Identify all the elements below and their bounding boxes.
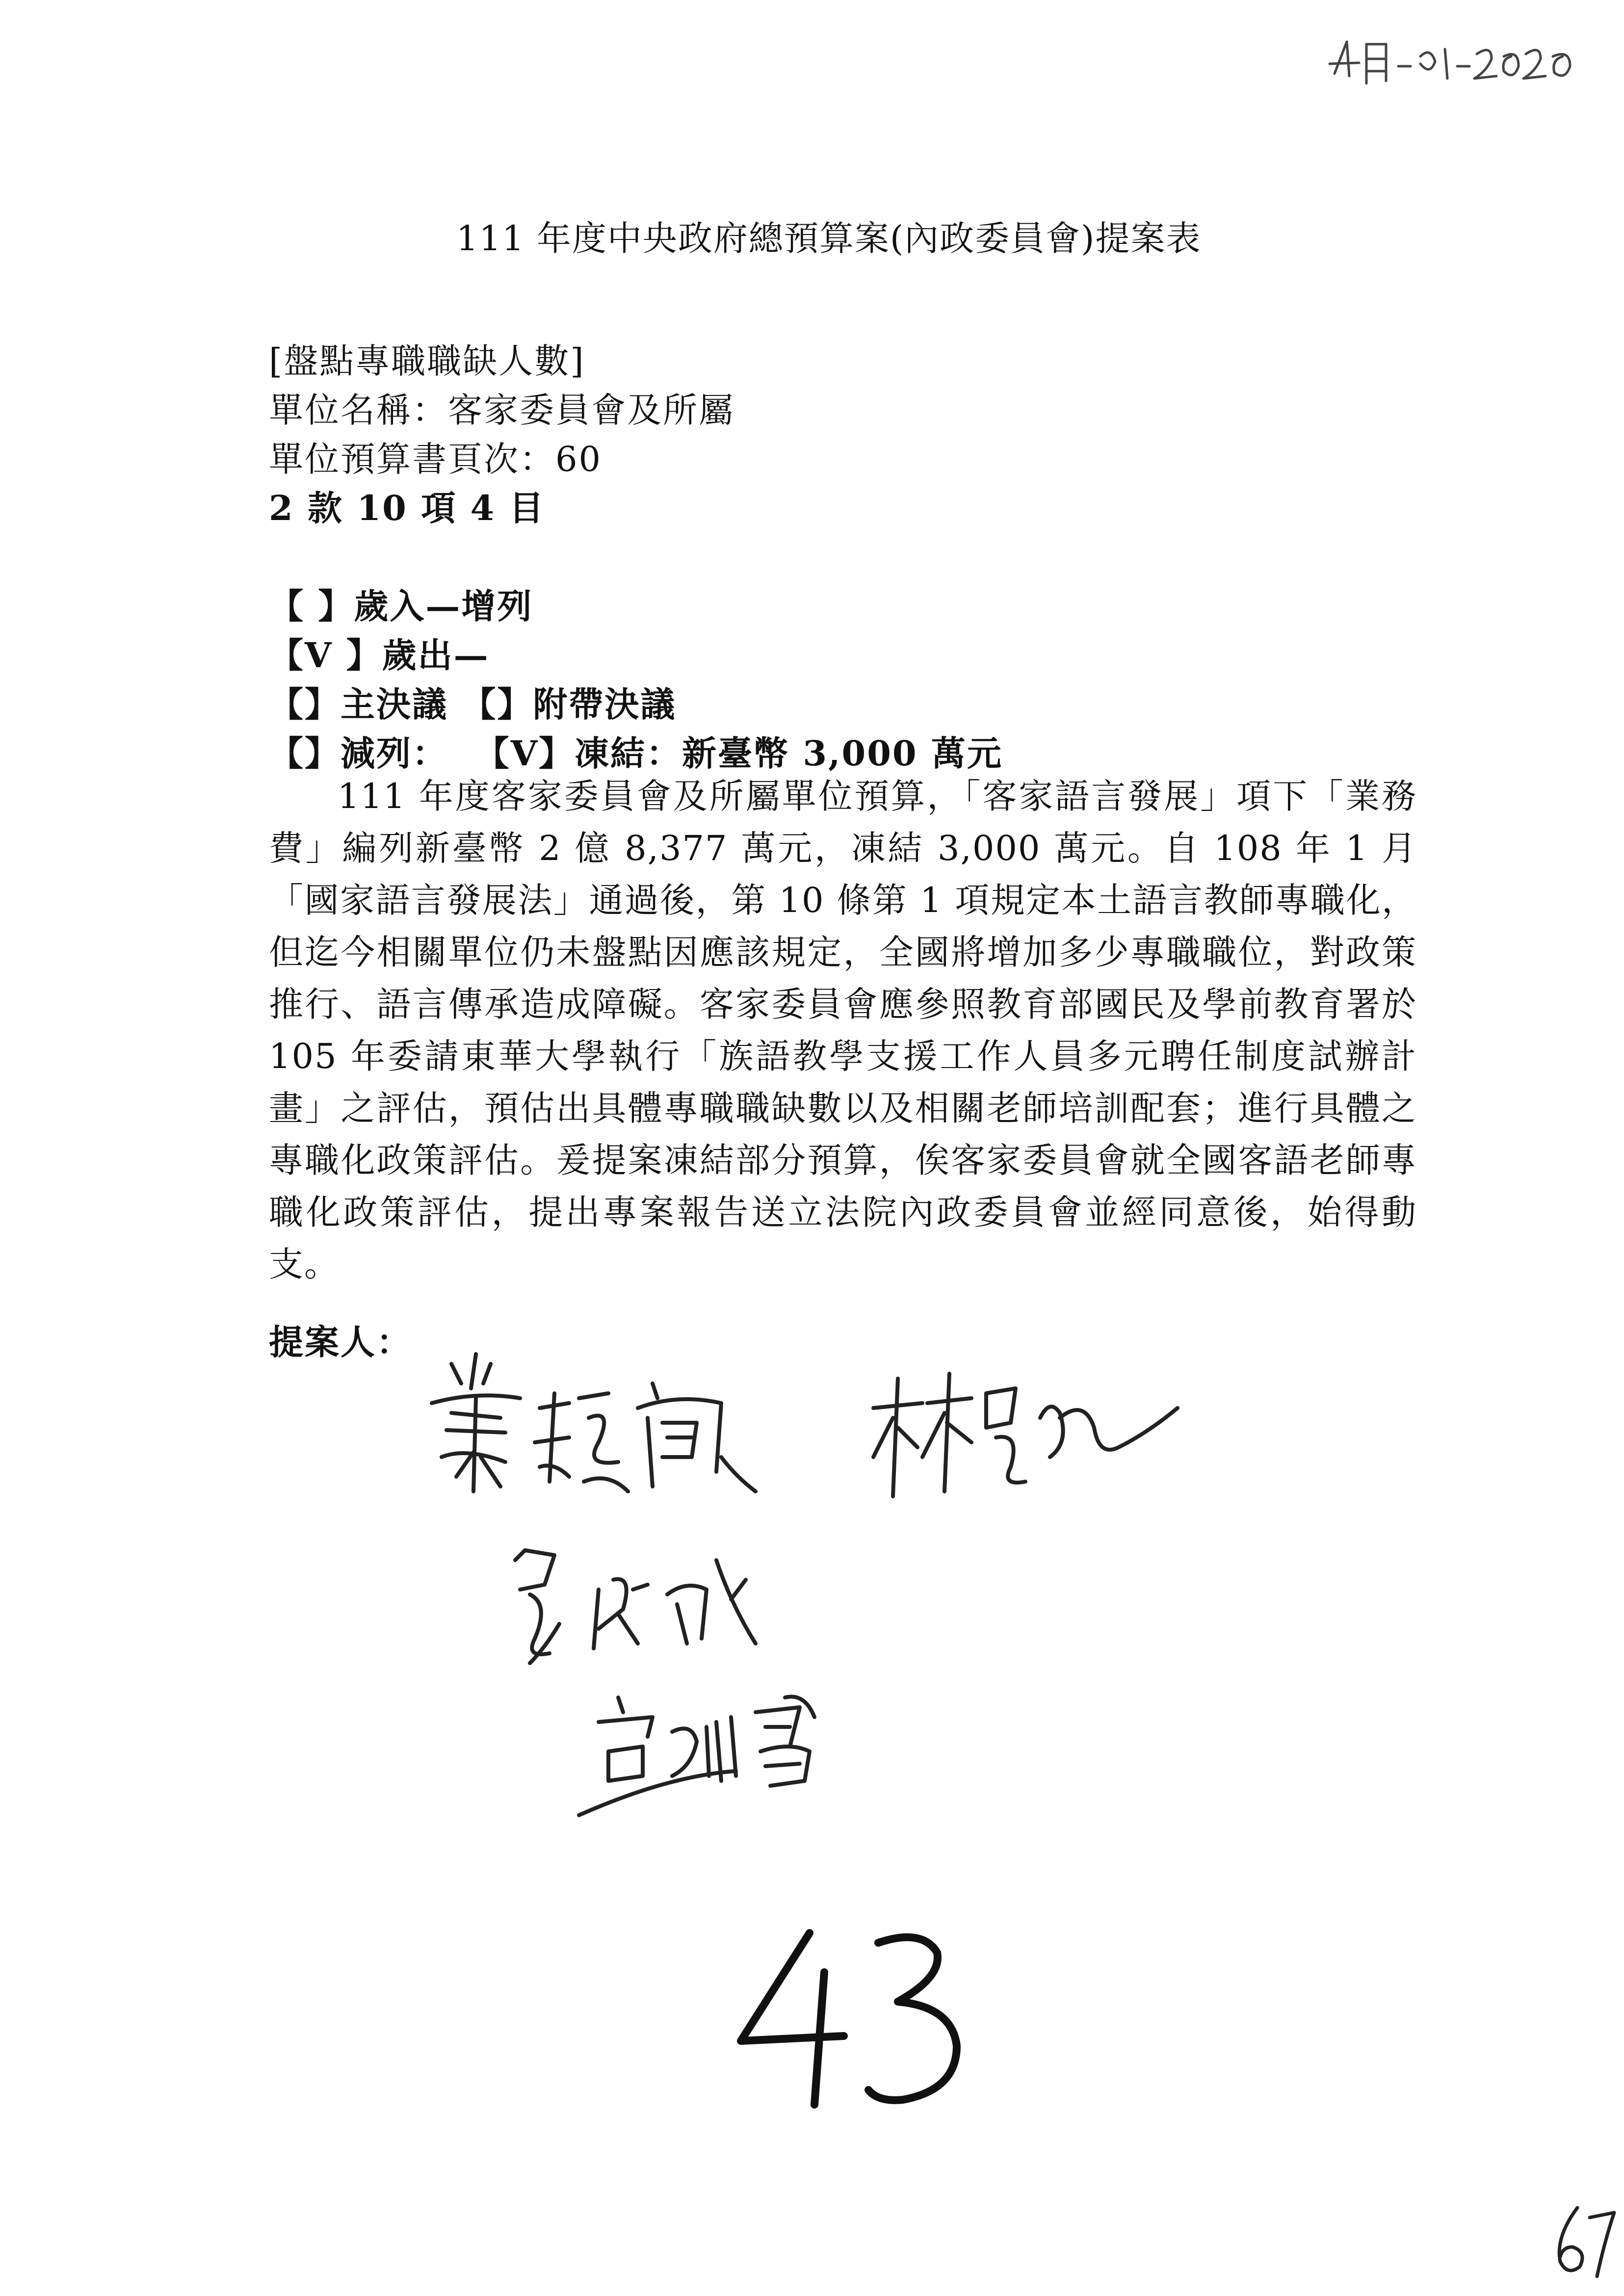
signature-1-drawing [422,1344,775,1506]
signature-3 [500,1531,775,1695]
proposal-body [269,770,1417,1290]
page-number [1550,2198,1619,2283]
handwritten-number [726,1913,981,2121]
document-title: 111 年度中央政府總預算案(內政委員會)提案表 [456,218,1202,259]
proposer-label: 提案人： [269,1322,412,1362]
handwritten-date [1325,29,1599,100]
expenditure-option: 【V 】歲出— [269,635,490,676]
document-topic: [盤點專職職缺人數] [269,341,585,381]
handwritten-date-drawing [1325,29,1599,98]
proposal-body-text: 111 年度客家委員會及所屬單位預算，「客家語言發展」項下「業務費」編列新臺幣 2 億 8,377 萬元，凍結 3,000 萬元。自 108 年 1 月「國家語言發展法」通過後，第 10 條第 1 項規定本土語言教師專職化，但迄今相關單位仍未盤點因應該規定，全國將增加多少專職職位，對政策推行、語言傳承造成障礙。客家委員會應參照教育部國民及學前教育署於 105 年委請東華大學執行「族語教學支援工作人員多元聘任制度試辦計畫」之評估，預估出具體專職職缺數以及相關老師培訓配套；進行具體之專職化政策評估。爰提案凍結部分預算，俟客家委員會就全國客語老師專職化政策評估，提出專案報告送立法院內政委員會並經同意後，始得動支。 [269,776,1417,1284]
signature-4-drawing [569,1678,864,1830]
unit-name: 單位名稱：客家委員會及所屬 [269,390,734,430]
signature-2 [864,1359,1187,1508]
signature-3-drawing [500,1531,775,1693]
signature-4 [569,1678,864,1832]
cut-freeze-option: 【】減列： 【V】凍結：新臺幣 3,000 萬元 [269,733,1003,774]
resolution-option: 【】主決議 【】附帶決議 [269,684,677,725]
item-code: 2 款 10 項 4 目 [269,488,545,528]
page-number-drawing [1550,2198,1619,2281]
signature-2-drawing [864,1359,1187,1506]
handwritten-number-drawing [726,1913,981,2119]
revenue-option: 【 】歲入—增列 [269,586,533,626]
signature-1 [422,1344,775,1508]
budget-page-ref: 單位預算書頁次：60 [269,439,602,479]
